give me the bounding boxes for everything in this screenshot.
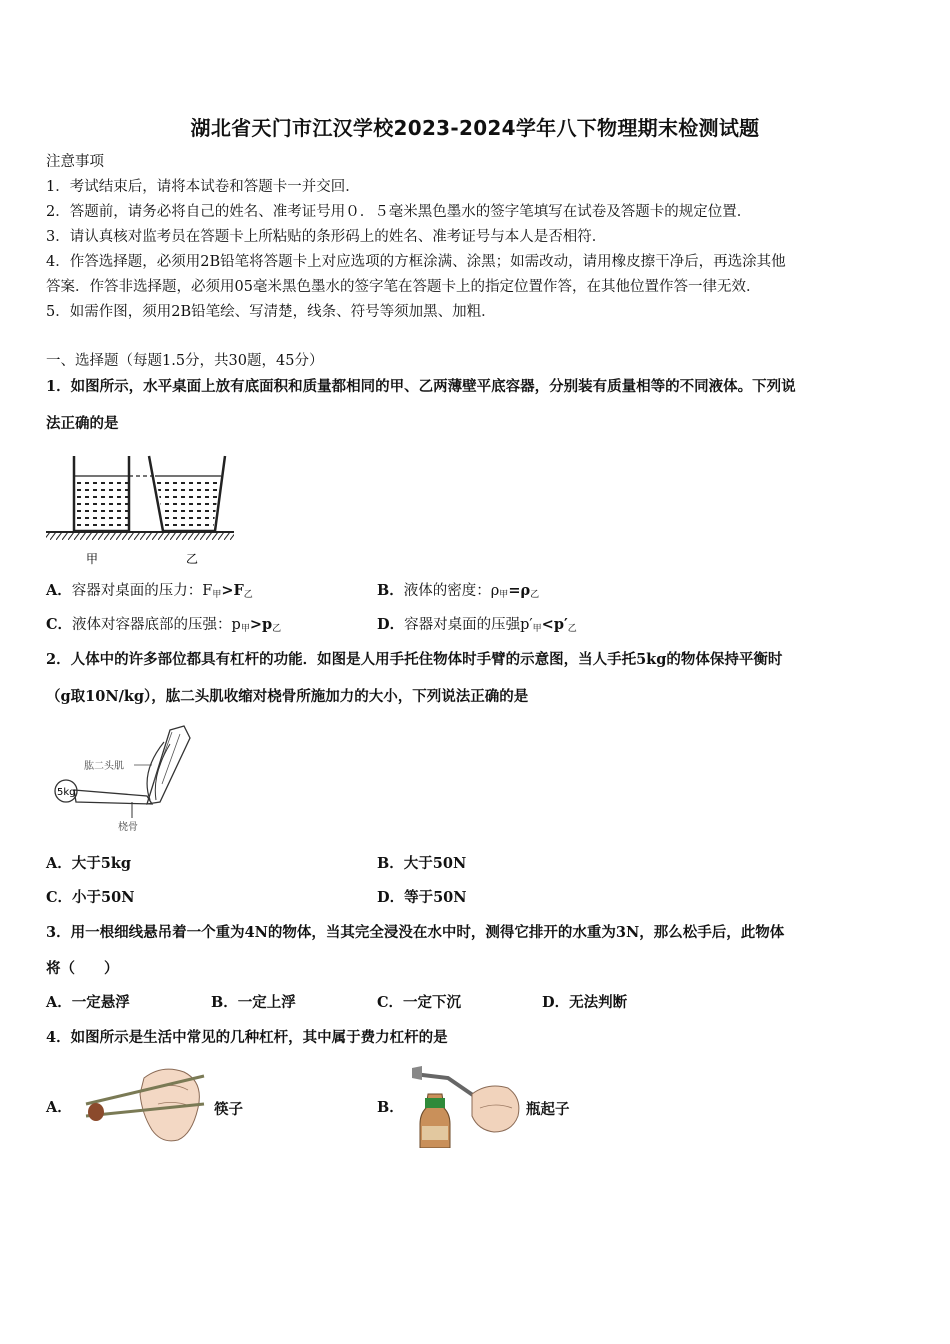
label-radius: 桡骨 <box>118 822 138 833</box>
q1-stem: 1．如图所示，水平桌面上放有底面积和质量都相同的甲、乙两薄壁平底容器，分别装有质量相等的不同液体。下列说 <box>46 378 796 395</box>
q3-option-d[interactable]: D．无法判断 <box>542 994 628 1011</box>
bottle-opener-figure <box>408 1064 524 1148</box>
q3-option-c[interactable]: C．一定下沉 <box>377 994 462 1011</box>
q3-stem-cont: 将（ ） <box>46 960 119 977</box>
notice-item: 5．如需作图，须用2B铅笔绘、写清楚，线条、符号等须加黑、加粗． <box>46 304 496 320</box>
label-biceps: 肱二头肌 <box>84 761 124 772</box>
q4-option-b[interactable]: B． <box>377 1099 404 1116</box>
q2-option-a[interactable]: A．大于5kg <box>46 855 132 872</box>
label-jia: 甲 <box>86 552 99 566</box>
notice-item: 2．答题前，请务必将自己的姓名、准考证号用０．５毫米黑色墨水的签字笔填写在试卷及答题卡的规定位置． <box>46 204 752 220</box>
q1-containers-figure <box>44 452 244 570</box>
q4-stem: 4．如图所示是生活中常见的几种杠杆，其中属于费力杠杆的是 <box>46 1029 448 1046</box>
q1-option-a[interactable]: A．容器对桌面的压力：$F_甲>F_乙$ <box>46 582 253 600</box>
notice-item: 3．请认真核对监考员在答题卡上所粘贴的条形码上的姓名、准考证号与本人是否相符． <box>46 229 607 245</box>
q2-stem: 2．人体中的许多部位都具有杠杆的功能．如图是人用手托住物体时手臂的示意图，当人手托5kg的物体保持平衡时 <box>46 651 783 668</box>
label-yi: 乙 <box>186 552 199 566</box>
svg-text:5kg: 5kg <box>57 787 76 798</box>
bottle-cap <box>425 1098 445 1108</box>
liquid-yi <box>156 477 220 530</box>
q3-option-a[interactable]: A．一定悬浮 <box>46 994 130 1011</box>
notice-item: 答案．作答非选择题，必须用05毫米黑色墨水的签字笔在答题卡上的指定位置作答，在其他位置作答一律无效． <box>46 279 761 295</box>
q3-option-b[interactable]: B．一定上浮 <box>211 994 296 1011</box>
q4-option-a[interactable]: A． <box>46 1099 72 1116</box>
chopsticks-figure <box>82 1064 212 1146</box>
notice-heading: 注意事项 <box>46 154 104 170</box>
food <box>88 1103 104 1121</box>
section-heading: 一、选择题（每题1.5分，共30题，45分） <box>46 353 324 369</box>
q1-stem-cont: 法正确的是 <box>46 415 119 432</box>
q1-option-d[interactable]: D．容器对桌面的压强$p'_甲<p'_乙$ <box>377 616 577 634</box>
q2-arm-figure <box>52 722 202 834</box>
q2-option-d[interactable]: D．等于50N <box>377 889 467 906</box>
notice-item: 1．考试结束后，请将本试卷和答题卡一并交回． <box>46 179 360 195</box>
q2-stem-cont: （g取10N/kg），肱二头肌收缩对桡骨所施加力的大小，下列说法正确的是 <box>46 688 529 705</box>
q3-stem: 3．用一根细线悬吊着一个重为4N的物体，当其完全浸没在水中时，测得它排开的水重为3N，那么松手后，此物体 <box>46 924 785 941</box>
hand <box>472 1086 519 1132</box>
forearm <box>74 790 152 804</box>
q2-option-c[interactable]: C．小于50N <box>46 889 135 906</box>
page-title: 湖北省天门市江汉学校2023-2024学年八下物理期末检测试题 <box>190 116 760 140</box>
q1-option-b[interactable]: B．液体的密度：$\rho_甲=\rho_乙$ <box>377 582 540 600</box>
caption-bottle-opener: 瓶起子 <box>526 1101 570 1118</box>
liquid-jia <box>75 477 128 530</box>
q1-option-c[interactable]: C．液体对容器底部的压强：$p_甲>p_乙$ <box>46 616 282 634</box>
q2-option-b[interactable]: B．大于50N <box>377 855 467 872</box>
notice-item: 4．作答选择题，必须用2B铅笔将答题卡上对应选项的方框涂满、涂黑；如需改动，请用橡皮擦干净后，再选涂其他 <box>46 254 786 270</box>
caption-chopsticks: 筷子 <box>214 1101 243 1118</box>
opener <box>414 1074 480 1100</box>
